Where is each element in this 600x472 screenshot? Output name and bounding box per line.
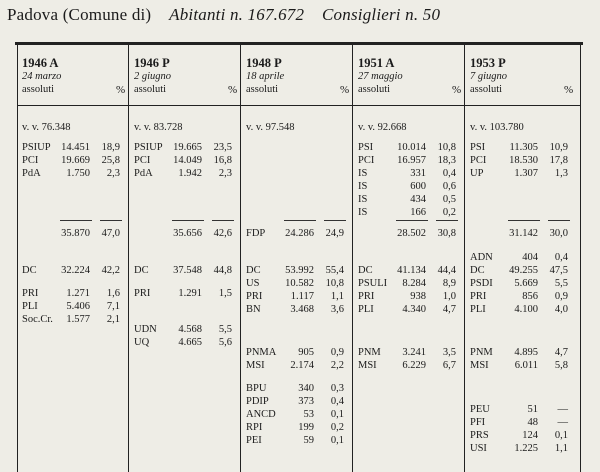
column-year: 1951 A — [358, 56, 395, 70]
vote-percent: 47,5 — [549, 265, 568, 276]
absolute-votes: 11.305 — [509, 142, 538, 153]
party-name: PRI — [358, 291, 375, 302]
column-assoluti-label: assoluti — [22, 84, 55, 95]
column-percent-label: % — [228, 84, 238, 96]
vote-percent: 4,7 — [442, 304, 456, 315]
vote-percent: 5,5 — [554, 278, 568, 289]
vote-percent: 4,7 — [554, 347, 568, 358]
party-name: Soc.Cr. — [22, 314, 53, 325]
vote-percent: — — [557, 417, 568, 428]
column-assoluti-label: assoluti — [358, 84, 391, 95]
party-name: PEI — [246, 435, 262, 446]
column-divider — [128, 43, 129, 472]
column-year: 1953 P — [470, 56, 506, 70]
absolute-votes: 331 — [410, 168, 426, 179]
absolute-votes: 2.174 — [290, 360, 314, 371]
subtotal-rule — [172, 220, 204, 221]
absolute-votes: 166 — [410, 207, 426, 218]
table-right-border — [580, 43, 581, 472]
header-separator — [17, 105, 581, 106]
vote-percent: 17,8 — [549, 155, 568, 166]
vote-percent: 25,8 — [101, 155, 120, 166]
column-date: 7 giugno — [470, 71, 508, 82]
absolute-votes: 5.669 — [514, 278, 538, 289]
party-name: PSIUP — [22, 142, 51, 153]
absolute-votes: 1.307 — [514, 168, 538, 179]
party-name: PFI — [470, 417, 486, 428]
absolute-votes: 1.942 — [178, 168, 202, 179]
vote-percent: 7,1 — [106, 301, 120, 312]
column-assoluti-label: assoluti — [134, 84, 167, 95]
valid-votes: v. v. 76.348 — [22, 122, 71, 133]
party-name: DC — [358, 265, 373, 276]
absolute-votes: 600 — [410, 181, 426, 192]
vote-percent: 0,9 — [554, 291, 568, 302]
party-name: UQ — [134, 337, 150, 348]
absolute-votes: 53 — [303, 409, 314, 420]
valid-votes: v. v. 92.668 — [358, 122, 407, 133]
party-name: PNMA — [246, 347, 277, 358]
party-name: IS — [358, 168, 368, 179]
absolute-votes: 199 — [298, 422, 314, 433]
vote-percent: 23,5 — [213, 142, 232, 153]
vote-percent: 30,8 — [437, 228, 456, 239]
vote-percent: 42,2 — [101, 265, 120, 276]
column-assoluti-label: assoluti — [470, 84, 503, 95]
party-name: DC — [246, 265, 261, 276]
valid-votes: v. v. 97.548 — [246, 122, 295, 133]
absolute-votes: 48 — [527, 417, 538, 428]
absolute-votes: 31.142 — [509, 228, 538, 239]
absolute-votes: 18.530 — [509, 155, 538, 166]
vote-percent: 30,0 — [549, 228, 568, 239]
party-name: DC — [22, 265, 37, 276]
column-assoluti-label: assoluti — [246, 84, 279, 95]
absolute-votes: 434 — [410, 194, 426, 205]
absolute-votes: 35.656 — [173, 228, 202, 239]
party-name: PEU — [470, 404, 490, 415]
party-name: PSDI — [470, 278, 493, 289]
party-name: BN — [246, 304, 261, 315]
vote-percent: 24,9 — [325, 228, 344, 239]
vote-percent: 0,3 — [330, 383, 344, 394]
vote-percent: 0,6 — [442, 181, 456, 192]
party-name: PRI — [470, 291, 487, 302]
absolute-votes: 124 — [522, 430, 538, 441]
party-name: MSI — [470, 360, 489, 371]
vote-percent: 10,9 — [549, 142, 568, 153]
party-name: PSI — [358, 142, 374, 153]
absolute-votes: 35.870 — [61, 228, 90, 239]
party-name: PLI — [470, 304, 486, 315]
subtotal-rule — [212, 220, 234, 221]
table-left-border — [17, 43, 18, 472]
subtotal-rule — [396, 220, 428, 221]
absolute-votes: 4.340 — [402, 304, 426, 315]
party-name: PCI — [358, 155, 375, 166]
party-name: PNM — [358, 347, 381, 358]
vote-percent: 1,0 — [442, 291, 456, 302]
vote-percent: 0,4 — [442, 168, 456, 179]
column-divider — [240, 43, 241, 472]
vote-percent: 1,5 — [218, 288, 232, 299]
absolute-votes: 6.011 — [514, 360, 538, 371]
subtotal-rule — [548, 220, 570, 221]
absolute-votes: 905 — [298, 347, 314, 358]
absolute-votes: 1.577 — [66, 314, 90, 325]
abitanti-count: Abitanti n. 167.672 — [169, 5, 305, 24]
column-year: 1948 P — [246, 56, 282, 70]
vote-percent: 4,0 — [554, 304, 568, 315]
column-divider — [464, 43, 465, 472]
absolute-votes: 5.406 — [66, 301, 90, 312]
absolute-votes: 4.665 — [178, 337, 202, 348]
vote-percent: 47,0 — [101, 228, 120, 239]
absolute-votes: 4.100 — [514, 304, 538, 315]
vote-percent: 2,2 — [330, 360, 344, 371]
absolute-votes: 37.548 — [173, 265, 202, 276]
vote-percent: 44,4 — [437, 265, 456, 276]
absolute-votes: 19.669 — [61, 155, 90, 166]
absolute-votes: 1.291 — [178, 288, 202, 299]
column-date: 18 aprile — [246, 71, 285, 82]
vote-percent: 3,5 — [442, 347, 456, 358]
column-date: 27 maggio — [358, 71, 403, 82]
column-date: 24 marzo — [22, 71, 62, 82]
subtotal-rule — [508, 220, 540, 221]
column-percent-label: % — [564, 84, 574, 96]
valid-votes: v. v. 103.780 — [470, 122, 524, 133]
vote-percent: 2,1 — [106, 314, 120, 325]
column-percent-label: % — [340, 84, 350, 96]
subtotal-rule — [324, 220, 346, 221]
vote-percent: 0,4 — [554, 252, 568, 263]
party-name: PSIUP — [134, 142, 163, 153]
vote-percent: 2,3 — [106, 168, 120, 179]
absolute-votes: 1.117 — [290, 291, 314, 302]
page-title — [7, 5, 440, 25]
consiglieri-count: Consiglieri n. 50 — [322, 5, 441, 24]
absolute-votes: 938 — [410, 291, 426, 302]
vote-percent: 18,9 — [101, 142, 120, 153]
absolute-votes: 49.255 — [509, 265, 538, 276]
party-name: ADN — [470, 252, 493, 263]
vote-percent: 1,3 — [554, 168, 568, 179]
party-name: PdA — [134, 168, 153, 179]
absolute-votes: 4.568 — [178, 324, 202, 335]
vote-percent: 1,6 — [106, 288, 120, 299]
absolute-votes: 1.225 — [514, 443, 538, 454]
column-year: 1946 A — [22, 56, 59, 70]
absolute-votes: 53.992 — [285, 265, 314, 276]
party-name: PDIP — [246, 396, 269, 407]
party-name: PNM — [470, 347, 493, 358]
absolute-votes: 373 — [298, 396, 314, 407]
vote-percent: 8,9 — [442, 278, 456, 289]
party-name: IS — [358, 181, 368, 192]
party-name: RPI — [246, 422, 263, 433]
party-name: PRI — [22, 288, 39, 299]
valid-votes: v. v. 83.728 — [134, 122, 183, 133]
subtotal-rule — [100, 220, 122, 221]
vote-percent: 0,1 — [330, 409, 344, 420]
absolute-votes: 8.284 — [402, 278, 426, 289]
party-name: PCI — [134, 155, 151, 166]
vote-percent: 10,8 — [325, 278, 344, 289]
party-name: MSI — [246, 360, 265, 371]
vote-percent: 0,5 — [442, 194, 456, 205]
party-name: PLI — [22, 301, 38, 312]
vote-percent: 18,3 — [437, 155, 456, 166]
vote-percent: 1,1 — [554, 443, 568, 454]
absolute-votes: 19.665 — [173, 142, 202, 153]
party-name: UDN — [134, 324, 157, 335]
absolute-votes: 340 — [298, 383, 314, 394]
absolute-votes: 3.241 — [402, 347, 426, 358]
subtotal-rule — [284, 220, 316, 221]
vote-percent: 0,2 — [442, 207, 456, 218]
absolute-votes: 856 — [522, 291, 538, 302]
vote-percent: 0,9 — [330, 347, 344, 358]
party-name: PRS — [470, 430, 489, 441]
party-name: IS — [358, 194, 368, 205]
subtotal-rule — [436, 220, 458, 221]
column-percent-label: % — [116, 84, 126, 96]
vote-percent: 0,4 — [330, 396, 344, 407]
party-name: PRI — [134, 288, 151, 299]
vote-percent: 3,6 — [330, 304, 344, 315]
vote-percent: 6,7 — [442, 360, 456, 371]
absolute-votes: 16.957 — [397, 155, 426, 166]
absolute-votes: 6.229 — [402, 360, 426, 371]
column-date: 2 giugno — [134, 71, 172, 82]
party-name: PLI — [358, 304, 374, 315]
absolute-votes: 51 — [527, 404, 538, 415]
vote-percent: 0,1 — [554, 430, 568, 441]
absolute-votes: 14.049 — [173, 155, 202, 166]
vote-percent: 5,6 — [218, 337, 232, 348]
party-name: UP — [470, 168, 484, 179]
vote-percent: 0,1 — [330, 435, 344, 446]
absolute-votes: 14.451 — [61, 142, 90, 153]
vote-percent: 5,8 — [554, 360, 568, 371]
column-percent-label: % — [452, 84, 462, 96]
column-year: 1946 P — [134, 56, 170, 70]
vote-percent: 2,3 — [218, 168, 232, 179]
vote-percent: 16,8 — [213, 155, 232, 166]
party-name: PCI — [470, 155, 487, 166]
party-name: IS — [358, 207, 368, 218]
absolute-votes: 4.895 — [514, 347, 538, 358]
absolute-votes: 1.750 — [66, 168, 90, 179]
absolute-votes: 10.014 — [397, 142, 426, 153]
absolute-votes: 28.502 — [397, 228, 426, 239]
party-name: ANCD — [246, 409, 276, 420]
party-name: USI — [470, 443, 487, 454]
absolute-votes: 59 — [303, 435, 314, 446]
absolute-votes: 41.134 — [397, 265, 426, 276]
party-name: PdA — [22, 168, 41, 179]
vote-percent: — — [557, 404, 568, 415]
absolute-votes: 3.468 — [290, 304, 314, 315]
subtotal-rule — [60, 220, 92, 221]
absolute-votes: 1.271 — [66, 288, 90, 299]
party-name: MSI — [358, 360, 377, 371]
vote-percent: 44,8 — [213, 265, 232, 276]
column-divider — [352, 43, 353, 472]
party-name: DC — [134, 265, 149, 276]
party-name: PRI — [246, 291, 263, 302]
vote-percent: 0,2 — [330, 422, 344, 433]
party-name: PSI — [470, 142, 486, 153]
absolute-votes: 24.286 — [285, 228, 314, 239]
absolute-votes: 32.224 — [61, 265, 90, 276]
party-name: PSULI — [358, 278, 388, 289]
absolute-votes: 404 — [522, 252, 538, 263]
table-top-border — [15, 42, 583, 45]
party-name: FDP — [246, 228, 266, 239]
party-name: DC — [470, 265, 485, 276]
party-name: PCI — [22, 155, 39, 166]
vote-percent: 55,4 — [325, 265, 344, 276]
party-name: BPU — [246, 383, 267, 394]
comune-name: Padova (Comune di) — [7, 5, 152, 24]
vote-percent: 42,6 — [213, 228, 232, 239]
absolute-votes: 10.582 — [285, 278, 314, 289]
vote-percent: 5,5 — [218, 324, 232, 335]
vote-percent: 1,1 — [330, 291, 344, 302]
vote-percent: 10,8 — [437, 142, 456, 153]
party-name: US — [246, 278, 260, 289]
